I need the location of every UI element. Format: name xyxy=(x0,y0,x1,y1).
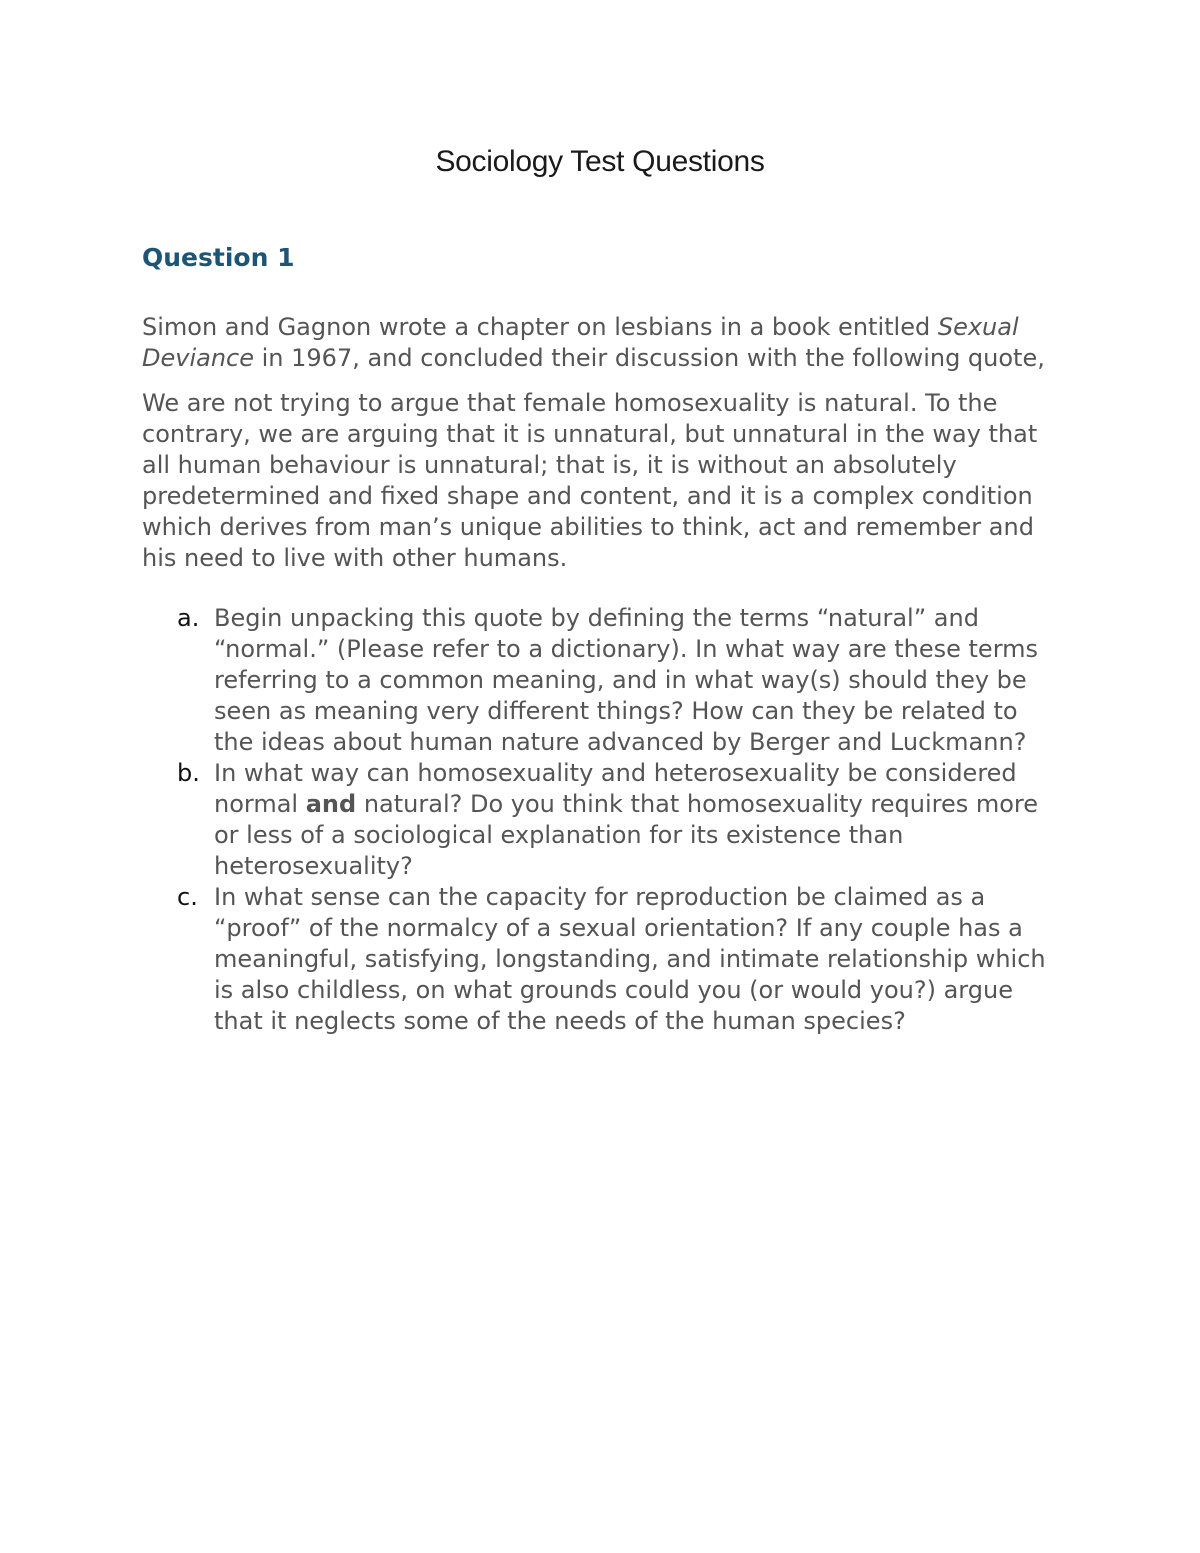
sub-question-text: In what sense can the capacity for reproduction be claimed as a “proof” of the normalcy of a sexual orientation? If any couple has a meaningful, satisfying, longstanding, and intimate relationship which is also childless, on what grounds could you (or would you?) argue that it neglects some of the needs of the human species? xyxy=(214,883,1046,1035)
intro-text-after: in 1967, and concluded their discussion with the following quote, xyxy=(254,344,1045,372)
sub-question-text-after: natural? Do you think that homosexuality requires more or less of a sociological explanation for its existence than heterosexuality? xyxy=(214,790,1039,880)
sub-question-list xyxy=(142,603,1062,1037)
quote-paragraph: We are not trying to argue that female homosexuality is natural. To the contrary, we are arguing that it is unnatural, but unnatural in the way that all human behaviour is unnatural; that is, it is without an absolutely predetermined and fixed shape and content, and it is a complex condition which derives from man’s unique abilities to think, act and remember and his need to live with other humans. xyxy=(142,389,1038,572)
list-item xyxy=(142,882,1062,1037)
list-marker: a. xyxy=(177,604,200,632)
emphasis-text: and xyxy=(305,790,357,818)
book-title: Sexual Deviance xyxy=(142,313,1019,372)
sub-question-text-before: In what way can homosexuality and heterosexuality be considered normal xyxy=(214,759,1017,818)
question-heading: Question 1 xyxy=(142,243,295,272)
document-title: Sociology Test Questions xyxy=(435,145,765,178)
list-marker: b. xyxy=(177,759,200,787)
question-intro xyxy=(142,312,1062,374)
list-item xyxy=(142,603,1062,758)
intro-text-before: Simon and Gagnon wrote a chapter on lesbians in a book entitled xyxy=(142,313,938,341)
sub-question-text: Begin unpacking this quote by defining the terms “natural” and “normal.” (Please refer to a dictionary). In what way are these terms referring to a common meaning, and in what way(s) should they be seen as meaning very different things? How can they be related to the ideas about human nature advanced by Berger and Luckmann? xyxy=(214,604,1039,756)
list-item xyxy=(142,758,1062,882)
question-section xyxy=(142,240,1062,1037)
list-marker: c. xyxy=(177,883,198,911)
